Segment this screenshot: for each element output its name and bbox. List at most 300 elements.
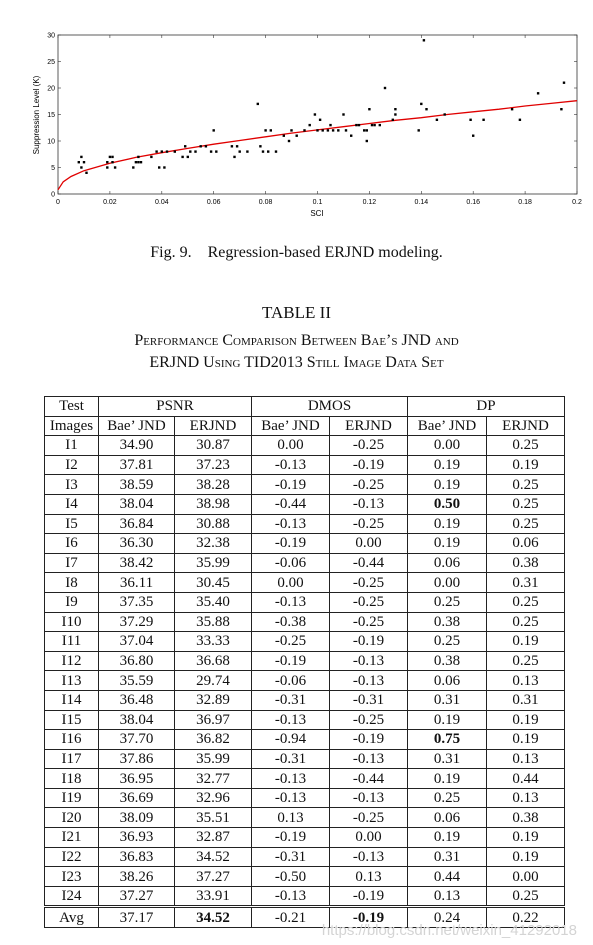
- table-cell-dmos-erjnd: -0.25: [330, 436, 408, 456]
- table-row: [45, 436, 565, 456]
- data-point: [373, 124, 375, 126]
- table-cell-psnr-erjnd: 36.97: [175, 710, 252, 730]
- y-tick-label: 10: [47, 138, 55, 146]
- table-cell-psnr-bae: 38.04: [99, 710, 175, 730]
- data-point: [80, 156, 82, 158]
- data-point: [314, 113, 316, 115]
- data-point: [342, 113, 344, 115]
- x-tick-label: 0.06: [206, 199, 221, 206]
- table-cell-dmos-erjnd: -0.19: [330, 886, 408, 907]
- table-cell-img: I23: [45, 867, 99, 887]
- data-points: [78, 39, 566, 174]
- performance-table: [44, 396, 565, 928]
- table-row: [45, 808, 565, 828]
- table-cell-psnr-erjnd: 32.38: [175, 534, 252, 554]
- table-cell-psnr-erjnd: 32.96: [175, 788, 252, 808]
- table-cell-img: I17: [45, 749, 99, 769]
- table-cell-dp-erjnd: 0.06: [487, 534, 565, 554]
- table-row: [45, 651, 565, 671]
- data-point: [469, 119, 471, 121]
- table-cell-dmos-erjnd: -0.13: [330, 749, 408, 769]
- table-row: [45, 455, 565, 475]
- x-tick-label: 0.12: [362, 199, 377, 206]
- table-cell-psnr-bae: 36.11: [99, 573, 175, 593]
- avg-cell-dmos-bae: -0.21: [252, 907, 330, 928]
- table-cell-dp-erjnd: 0.25: [487, 651, 565, 671]
- data-point: [181, 156, 183, 158]
- table-cell-psnr-bae: 36.84: [99, 514, 175, 534]
- table-cell-dp-bae: 0.31: [408, 690, 487, 710]
- table-title: TABLE II: [262, 303, 331, 322]
- x-tick-label: 0.04: [154, 199, 169, 206]
- avg-cell-dmos-erjnd: -0.19: [330, 907, 408, 928]
- table-cell-dp-erjnd: 0.31: [487, 573, 565, 593]
- table-cell-dmos-bae: -0.38: [252, 612, 330, 632]
- table-cell-dmos-erjnd: -0.25: [330, 612, 408, 632]
- table-row: [45, 632, 565, 652]
- table-cell-psnr-bae: 36.83: [99, 847, 175, 867]
- table-cell-psnr-bae: 36.48: [99, 690, 175, 710]
- table-cell-dmos-bae: -0.13: [252, 788, 330, 808]
- table-cell-psnr-erjnd: 35.99: [175, 553, 252, 573]
- table-cell-psnr-bae: 36.80: [99, 651, 175, 671]
- data-point: [215, 150, 217, 152]
- x-tick-label: 0.1: [312, 199, 323, 206]
- table-cell-dmos-erjnd: -0.25: [330, 475, 408, 495]
- regression-fit-line: [58, 101, 577, 190]
- table-cell-dp-bae: 0.38: [408, 612, 487, 632]
- table-cell-dp-bae: 0.25: [408, 632, 487, 652]
- table-cell-psnr-erjnd: 34.52: [175, 847, 252, 867]
- data-point: [174, 150, 176, 152]
- table-cell-psnr-erjnd: 36.68: [175, 651, 252, 671]
- table-cell-psnr-bae: 37.86: [99, 749, 175, 769]
- data-point: [137, 161, 139, 163]
- data-point: [327, 129, 329, 131]
- data-point: [355, 124, 357, 126]
- header-dp-erjnd: ERJND: [487, 416, 565, 436]
- table-row: [45, 612, 565, 632]
- table-cell-dmos-bae: -0.06: [252, 553, 330, 573]
- watermark: https://blog.csdn.net/weixin_41292018: [321, 922, 577, 939]
- y-axis-label: Suppression Level (K): [32, 75, 41, 155]
- table-cell-psnr-bae: 37.04: [99, 632, 175, 652]
- data-point: [283, 135, 285, 137]
- data-point: [85, 172, 87, 174]
- header-psnr-bae: Bae’ JND: [99, 416, 175, 436]
- table-row: [45, 867, 565, 887]
- data-point: [210, 150, 212, 152]
- header-dmos-erjnd: ERJND: [330, 416, 408, 436]
- table-cell-dmos-erjnd: -0.19: [330, 455, 408, 475]
- table-cell-psnr-bae: 36.30: [99, 534, 175, 554]
- table-cell-dmos-bae: -0.50: [252, 867, 330, 887]
- y-tick-label: 0: [51, 191, 55, 199]
- table-cell-psnr-erjnd: 36.82: [175, 730, 252, 750]
- header-dp-bae: Bae’ JND: [408, 416, 487, 436]
- data-point: [379, 124, 381, 126]
- y-tick-label: 25: [47, 59, 55, 66]
- table-subtitle-line1: Performance Comparison Between Bae’s JND and: [134, 332, 459, 349]
- data-point: [394, 108, 396, 110]
- data-point: [264, 129, 266, 131]
- data-point: [345, 129, 347, 131]
- table-cell-dmos-bae: -0.25: [252, 632, 330, 652]
- table-cell-img: I13: [45, 671, 99, 691]
- data-point: [189, 150, 191, 152]
- table-cell-dmos-erjnd: -0.13: [330, 671, 408, 691]
- header-images: Images: [45, 416, 99, 436]
- avg-cell-dp-erjnd: 0.22: [487, 907, 565, 928]
- table-cell-dp-erjnd: 0.25: [487, 436, 565, 456]
- table-row: [45, 828, 565, 848]
- table-cell-img: I12: [45, 651, 99, 671]
- data-point: [114, 166, 116, 168]
- x-tick-label: 0.16: [466, 199, 481, 206]
- data-point: [262, 150, 264, 152]
- table-cell-psnr-erjnd: 32.77: [175, 769, 252, 789]
- table-cell-dp-bae: 0.19: [408, 534, 487, 554]
- table-row: [45, 534, 565, 554]
- table-cell-psnr-erjnd: 35.40: [175, 592, 252, 612]
- data-point: [423, 39, 425, 41]
- table-cell-dp-erjnd: 0.31: [487, 690, 565, 710]
- chart-ticks: [47, 33, 582, 207]
- table-cell-dp-erjnd: 0.13: [487, 671, 565, 691]
- table-cell-dp-bae: 0.00: [408, 573, 487, 593]
- data-point: [231, 145, 233, 147]
- data-point: [296, 135, 298, 137]
- table-cell-dmos-erjnd: -0.13: [330, 788, 408, 808]
- data-point: [392, 119, 394, 121]
- table-row: [45, 494, 565, 514]
- table-cell-dmos-bae: -0.13: [252, 592, 330, 612]
- table-cell-dmos-erjnd: -0.44: [330, 553, 408, 573]
- table-cell-dp-erjnd: 0.19: [487, 632, 565, 652]
- avg-cell-psnr-erjnd: 34.52: [175, 907, 252, 928]
- table-subtitle: [0, 330, 593, 374]
- data-point: [239, 150, 241, 152]
- table-cell-dp-bae: 0.50: [408, 494, 487, 514]
- table-cell-dp-erjnd: 0.19: [487, 847, 565, 867]
- data-point: [257, 103, 259, 105]
- table-cell-dp-bae: 0.06: [408, 671, 487, 691]
- chart-axes: [58, 35, 577, 194]
- table-cell-dmos-erjnd: -0.31: [330, 690, 408, 710]
- table-row: [45, 592, 565, 612]
- table-cell-dmos-erjnd: -0.19: [330, 632, 408, 652]
- table-cell-dp-bae: 0.06: [408, 808, 487, 828]
- data-point: [368, 108, 370, 110]
- figure-caption: Fig. 9. Regression-based ERJND modeling.: [150, 244, 443, 261]
- table-cell-psnr-erjnd: 30.87: [175, 436, 252, 456]
- header-dmos-bae: Bae’ JND: [252, 416, 330, 436]
- table-cell-dp-bae: 0.06: [408, 553, 487, 573]
- table-cell-psnr-bae: 38.04: [99, 494, 175, 514]
- table-cell-dmos-bae: -0.19: [252, 828, 330, 848]
- table-cell-dmos-bae: -0.13: [252, 455, 330, 475]
- table-cell-dp-bae: 0.25: [408, 788, 487, 808]
- data-point: [200, 145, 202, 147]
- table-cell-psnr-bae: 35.59: [99, 671, 175, 691]
- y-tick-label: 20: [47, 85, 55, 93]
- data-point: [205, 145, 207, 147]
- table-cell-dp-erjnd: 0.19: [487, 730, 565, 750]
- table-cell-dmos-bae: 0.00: [252, 436, 330, 456]
- regression-chart: [0, 0, 593, 232]
- table-cell-dmos-erjnd: -0.25: [330, 710, 408, 730]
- table-cell-dp-erjnd: 0.44: [487, 769, 565, 789]
- data-point: [366, 129, 368, 131]
- data-point: [350, 135, 352, 137]
- data-point: [329, 124, 331, 126]
- y-tick-label: 5: [51, 165, 55, 172]
- table-row: [45, 769, 565, 789]
- avg-cell-img: Avg: [45, 907, 99, 928]
- data-point: [537, 92, 539, 94]
- table-cell-dmos-bae: -0.13: [252, 710, 330, 730]
- table-cell-img: I22: [45, 847, 99, 867]
- table-cell-dmos-erjnd: -0.13: [330, 651, 408, 671]
- data-point: [303, 129, 305, 131]
- table-cell-psnr-bae: 38.09: [99, 808, 175, 828]
- table-row: [45, 886, 565, 907]
- data-point: [322, 129, 324, 131]
- table-row: [45, 553, 565, 573]
- table-cell-img: I6: [45, 534, 99, 554]
- table-cell-dp-erjnd: 0.25: [487, 475, 565, 495]
- table-cell-dp-bae: 0.19: [408, 769, 487, 789]
- x-tick-label: 0.14: [414, 199, 429, 206]
- table-cell-dmos-erjnd: -0.13: [330, 494, 408, 514]
- data-point: [194, 150, 196, 152]
- table-cell-psnr-erjnd: 29.74: [175, 671, 252, 691]
- header-dmos: DMOS: [252, 397, 408, 417]
- table-row: [45, 573, 565, 593]
- data-point: [436, 119, 438, 121]
- table-cell-dp-erjnd: 0.38: [487, 808, 565, 828]
- table-row: [45, 788, 565, 808]
- header-psnr-erjnd: ERJND: [175, 416, 252, 436]
- table-cell-dmos-erjnd: -0.44: [330, 769, 408, 789]
- table-cell-dmos-erjnd: -0.25: [330, 808, 408, 828]
- table-cell-dp-erjnd: 0.00: [487, 867, 565, 887]
- table-cell-dmos-erjnd: -0.25: [330, 573, 408, 593]
- table-cell-psnr-bae: 36.69: [99, 788, 175, 808]
- table-cell-img: I4: [45, 494, 99, 514]
- data-point: [420, 103, 422, 105]
- table-cell-dmos-bae: 0.13: [252, 808, 330, 828]
- data-point: [275, 150, 277, 152]
- table-subtitle-line2: ERJND Using TID2013 Still Image Data Set: [149, 354, 444, 371]
- table-cell-dp-erjnd: 0.19: [487, 455, 565, 475]
- table-row: [45, 749, 565, 769]
- table-cell-dmos-erjnd: -0.25: [330, 514, 408, 534]
- data-point: [78, 161, 80, 163]
- data-point: [358, 124, 360, 126]
- table-cell-dp-erjnd: 0.25: [487, 612, 565, 632]
- data-point: [363, 129, 365, 131]
- y-tick-label: 15: [47, 112, 55, 119]
- data-point: [511, 108, 513, 110]
- table-cell-img: I15: [45, 710, 99, 730]
- table-cell-psnr-erjnd: 37.23: [175, 455, 252, 475]
- data-point: [132, 166, 134, 168]
- table-cell-dp-bae: 0.31: [408, 847, 487, 867]
- table-cell-psnr-erjnd: 33.33: [175, 632, 252, 652]
- table-cell-psnr-erjnd: 37.27: [175, 867, 252, 887]
- table-cell-dmos-bae: -0.19: [252, 651, 330, 671]
- table-row: [45, 690, 565, 710]
- data-point: [246, 150, 248, 152]
- data-point: [290, 129, 292, 131]
- table-cell-dp-bae: 0.75: [408, 730, 487, 750]
- data-point: [394, 113, 396, 115]
- table-cell-img: I18: [45, 769, 99, 789]
- table-cell-psnr-bae: 37.81: [99, 455, 175, 475]
- table-cell-dp-bae: 0.19: [408, 710, 487, 730]
- table-cell-img: I1: [45, 436, 99, 456]
- data-point: [140, 161, 142, 163]
- data-point: [106, 161, 108, 163]
- table-cell-dp-bae: 0.19: [408, 455, 487, 475]
- header-psnr: PSNR: [99, 397, 252, 417]
- table-cell-psnr-bae: 36.93: [99, 828, 175, 848]
- table-cell-img: I16: [45, 730, 99, 750]
- table-cell-img: I2: [45, 455, 99, 475]
- avg-cell-dp-bae: 0.24: [408, 907, 487, 928]
- table-cell-dp-bae: 0.00: [408, 436, 487, 456]
- table-cell-psnr-erjnd: 35.99: [175, 749, 252, 769]
- table-cell-dmos-erjnd: -0.25: [330, 592, 408, 612]
- data-point: [109, 156, 111, 158]
- table-cell-img: I14: [45, 690, 99, 710]
- table-cell-img: I7: [45, 553, 99, 573]
- table-cell-dmos-bae: 0.00: [252, 573, 330, 593]
- data-point: [184, 145, 186, 147]
- table-cell-psnr-erjnd: 35.88: [175, 612, 252, 632]
- data-point: [213, 129, 215, 131]
- table-cell-dp-erjnd: 0.25: [487, 494, 565, 514]
- table-row: [45, 514, 565, 534]
- table-cell-dmos-erjnd: 0.00: [330, 828, 408, 848]
- table-cell-img: I11: [45, 632, 99, 652]
- table-cell-dmos-bae: -0.44: [252, 494, 330, 514]
- table-header-row-2: [45, 416, 565, 436]
- data-point: [472, 135, 474, 137]
- table-cell-dp-erjnd: 0.19: [487, 828, 565, 848]
- table-header-row-1: [45, 397, 565, 417]
- table-cell-psnr-bae: 37.70: [99, 730, 175, 750]
- table-cell-dmos-bae: -0.13: [252, 769, 330, 789]
- table-cell-psnr-erjnd: 33.91: [175, 886, 252, 907]
- data-point: [80, 166, 82, 168]
- table-cell-dmos-bae: -0.06: [252, 671, 330, 691]
- table-cell-psnr-bae: 37.27: [99, 886, 175, 907]
- table-cell-img: I20: [45, 808, 99, 828]
- data-point: [106, 166, 108, 168]
- table-cell-dp-erjnd: 0.13: [487, 788, 565, 808]
- table-cell-dp-erjnd: 0.38: [487, 553, 565, 573]
- data-point: [418, 129, 420, 131]
- table-cell-psnr-erjnd: 32.87: [175, 828, 252, 848]
- table-cell-img: I19: [45, 788, 99, 808]
- data-point: [137, 156, 139, 158]
- data-point: [163, 166, 165, 168]
- data-point: [236, 145, 238, 147]
- plot-frame: [58, 35, 577, 194]
- data-point: [371, 124, 373, 126]
- table-cell-psnr-erjnd: 35.51: [175, 808, 252, 828]
- table-cell-img: I5: [45, 514, 99, 534]
- table-cell-dmos-erjnd: 0.00: [330, 534, 408, 554]
- x-tick-label: 0.18: [518, 199, 532, 206]
- x-tick-label: 0: [56, 199, 60, 206]
- table-cell-dp-erjnd: 0.13: [487, 749, 565, 769]
- data-point: [563, 82, 565, 84]
- table-cell-dmos-bae: -0.13: [252, 514, 330, 534]
- y-tick-label: 30: [47, 32, 55, 40]
- data-point: [319, 119, 321, 121]
- data-point: [316, 129, 318, 131]
- table-cell-dp-bae: 0.13: [408, 886, 487, 907]
- table-cell-dmos-bae: -0.31: [252, 749, 330, 769]
- table-cell-psnr-erjnd: 30.88: [175, 514, 252, 534]
- table-cell-img: I9: [45, 592, 99, 612]
- table-cell-dmos-bae: -0.19: [252, 534, 330, 554]
- table-cell-dmos-bae: -0.13: [252, 886, 330, 907]
- table-cell-psnr-bae: 34.90: [99, 436, 175, 456]
- x-axis-label: SCI: [310, 209, 324, 218]
- table-body: [45, 397, 565, 928]
- header-test: Test: [45, 397, 99, 417]
- table-cell-psnr-bae: 36.95: [99, 769, 175, 789]
- data-point: [161, 150, 163, 152]
- table-row: [45, 671, 565, 691]
- table-cell-psnr-bae: 38.42: [99, 553, 175, 573]
- table-cell-dmos-bae: -0.19: [252, 475, 330, 495]
- table-cell-psnr-erjnd: 38.28: [175, 475, 252, 495]
- data-point: [337, 129, 339, 131]
- data-point: [267, 150, 269, 152]
- table-cell-dp-bae: 0.19: [408, 475, 487, 495]
- data-point: [384, 87, 386, 89]
- data-point: [332, 129, 334, 131]
- x-tick-label: 0.2: [572, 199, 582, 206]
- table-cell-dp-bae: 0.19: [408, 514, 487, 534]
- table-cell-psnr-bae: 38.59: [99, 475, 175, 495]
- table-cell-dp-erjnd: 0.25: [487, 592, 565, 612]
- data-point: [158, 166, 160, 168]
- data-point: [150, 156, 152, 158]
- data-point: [135, 161, 137, 163]
- table-cell-dp-bae: 0.19: [408, 828, 487, 848]
- data-point: [444, 113, 446, 115]
- table-row: [45, 710, 565, 730]
- data-point: [166, 150, 168, 152]
- data-point: [259, 145, 261, 147]
- table-cell-img: I3: [45, 475, 99, 495]
- table-cell-psnr-bae: 37.29: [99, 612, 175, 632]
- data-point: [425, 108, 427, 110]
- table-cell-dmos-erjnd: 0.13: [330, 867, 408, 887]
- table-cell-img: I24: [45, 886, 99, 907]
- avg-cell-psnr-bae: 37.17: [99, 907, 175, 928]
- table-cell-img: I8: [45, 573, 99, 593]
- table-cell-img: I10: [45, 612, 99, 632]
- table-cell-img: I21: [45, 828, 99, 848]
- table-cell-psnr-erjnd: 30.45: [175, 573, 252, 593]
